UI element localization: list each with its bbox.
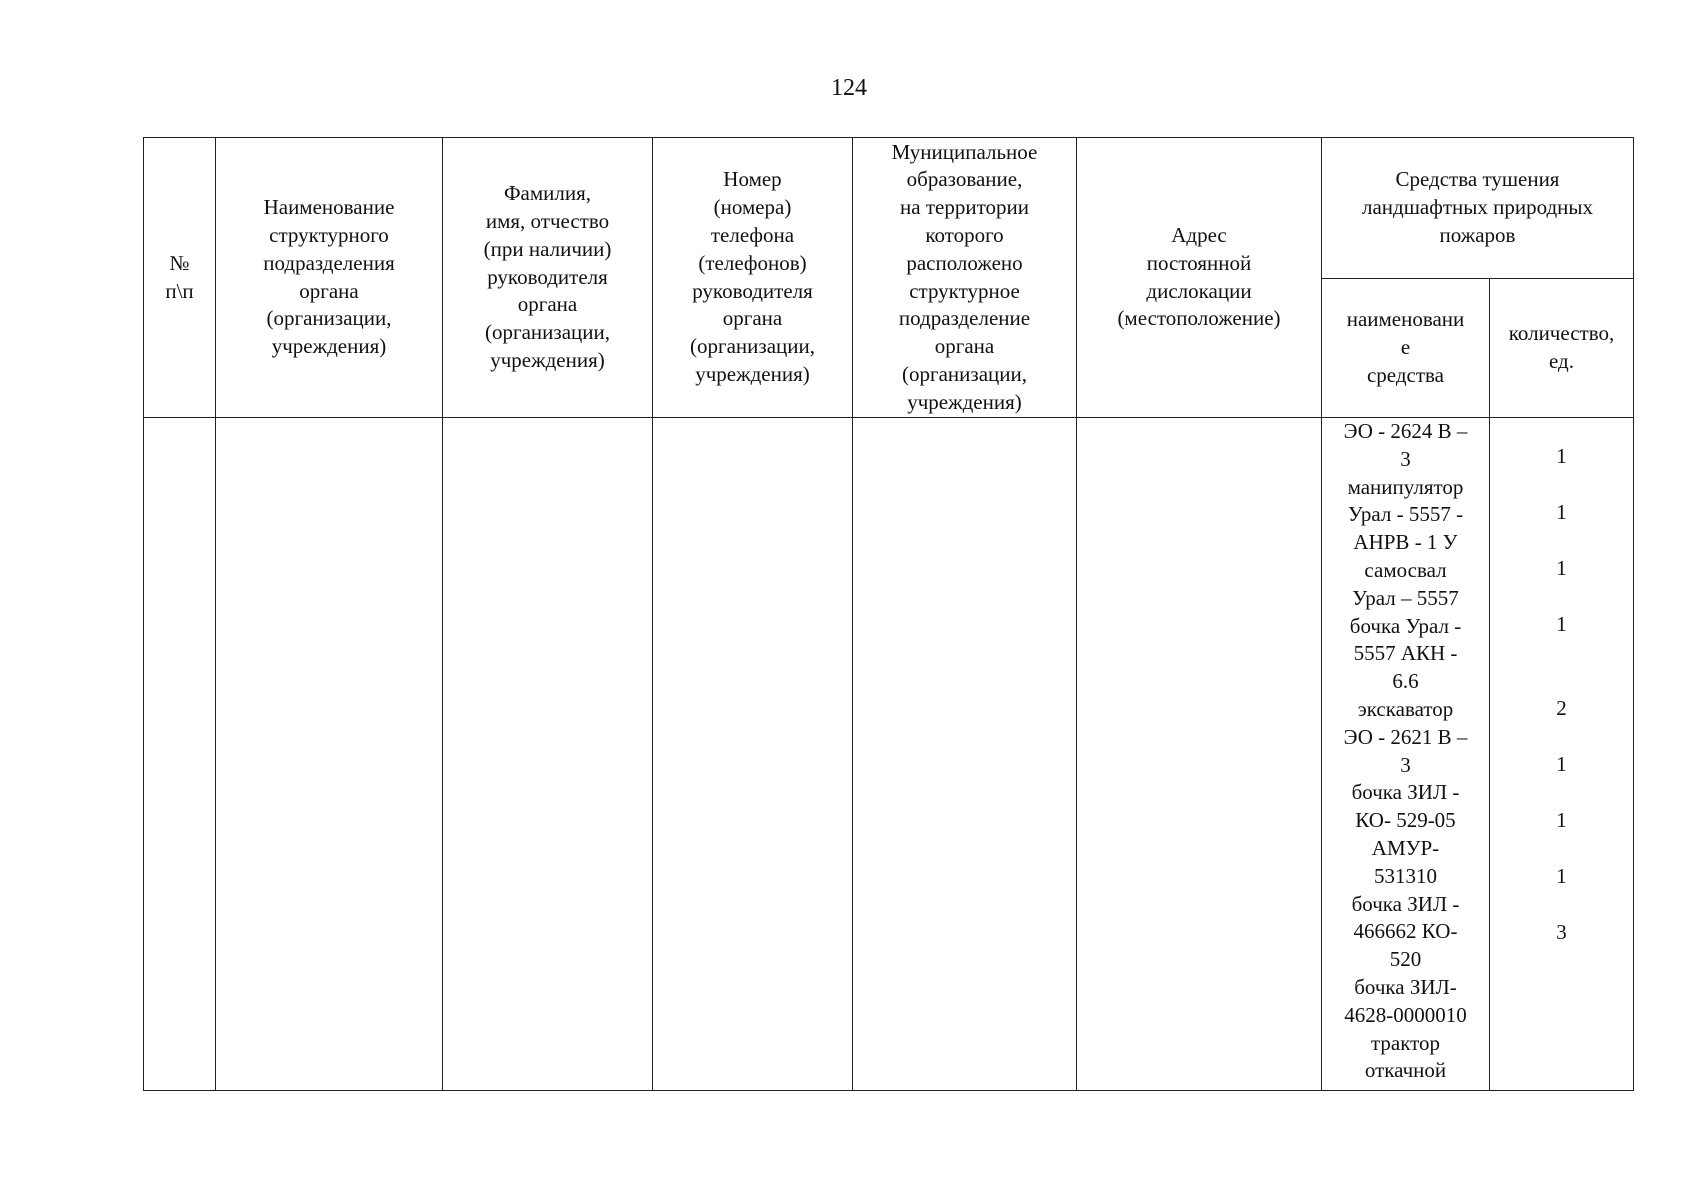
header-means-name: наименовани е средства xyxy=(1322,279,1490,418)
header-address: Адрес постоянной дислокации (местоположение) xyxy=(1077,138,1322,418)
header-row-top xyxy=(144,138,1634,279)
quantity-item: 1 xyxy=(1556,500,1567,524)
header-phone: Номер (номера) телефона (телефонов) руководителя органа (организации, учреждения) xyxy=(653,138,853,418)
table-row xyxy=(144,418,1634,1091)
page-number: 124 xyxy=(831,75,867,101)
quantity-item: 1 xyxy=(1556,864,1567,888)
cell-head-fio xyxy=(443,418,653,1091)
quantity-item: 2 xyxy=(1556,696,1567,720)
header-head-fio: Фамилия, имя, отчество (при наличии) руководителя органа (организации, учреждения) xyxy=(443,138,653,418)
header-num: № п\п xyxy=(144,138,216,418)
header-means-qty: количество, ед. xyxy=(1490,279,1634,418)
quantity-list xyxy=(1494,418,1629,1090)
header-municipality: Муниципальное образование, на территории которого расположено структурное подразделение органа (организации, учреждения) xyxy=(853,138,1077,418)
cell-phone xyxy=(653,418,853,1091)
header-unit-name: Наименование структурного подразделения органа (организации, учреждения) xyxy=(216,138,443,418)
cell-means-quantities xyxy=(1490,418,1634,1091)
cell-address xyxy=(1077,418,1322,1091)
cell-means-names: ЭО - 2624 В – 3 манипулятор Урал - 5557 - АНРВ - 1 У самосвал Урал – 5557 бочка Урал - 5557 АКН - 6.6 экскаватор ЭО - 2621 В – 3 бочка ЗИЛ - КО- 529-05 АМУР- 531310 бочка ЗИЛ - 466662 КО- 520 бочка ЗИЛ- 4628-0000010 трактор откачной xyxy=(1322,418,1490,1091)
quantity-item: 3 xyxy=(1556,920,1567,944)
quantity-item: 1 xyxy=(1556,752,1567,776)
quantity-item: 1 xyxy=(1556,556,1567,580)
quantity-item: 1 xyxy=(1556,612,1567,636)
quantity-item: 1 xyxy=(1556,808,1567,832)
quantity-item: 1 xyxy=(1556,444,1567,468)
fire-means-table xyxy=(143,137,1634,1091)
cell-municipality xyxy=(853,418,1077,1091)
cell-num xyxy=(144,418,216,1091)
header-means-group: Средства тушения ландшафтных природных пожаров xyxy=(1322,138,1634,279)
cell-unit-name xyxy=(216,418,443,1091)
